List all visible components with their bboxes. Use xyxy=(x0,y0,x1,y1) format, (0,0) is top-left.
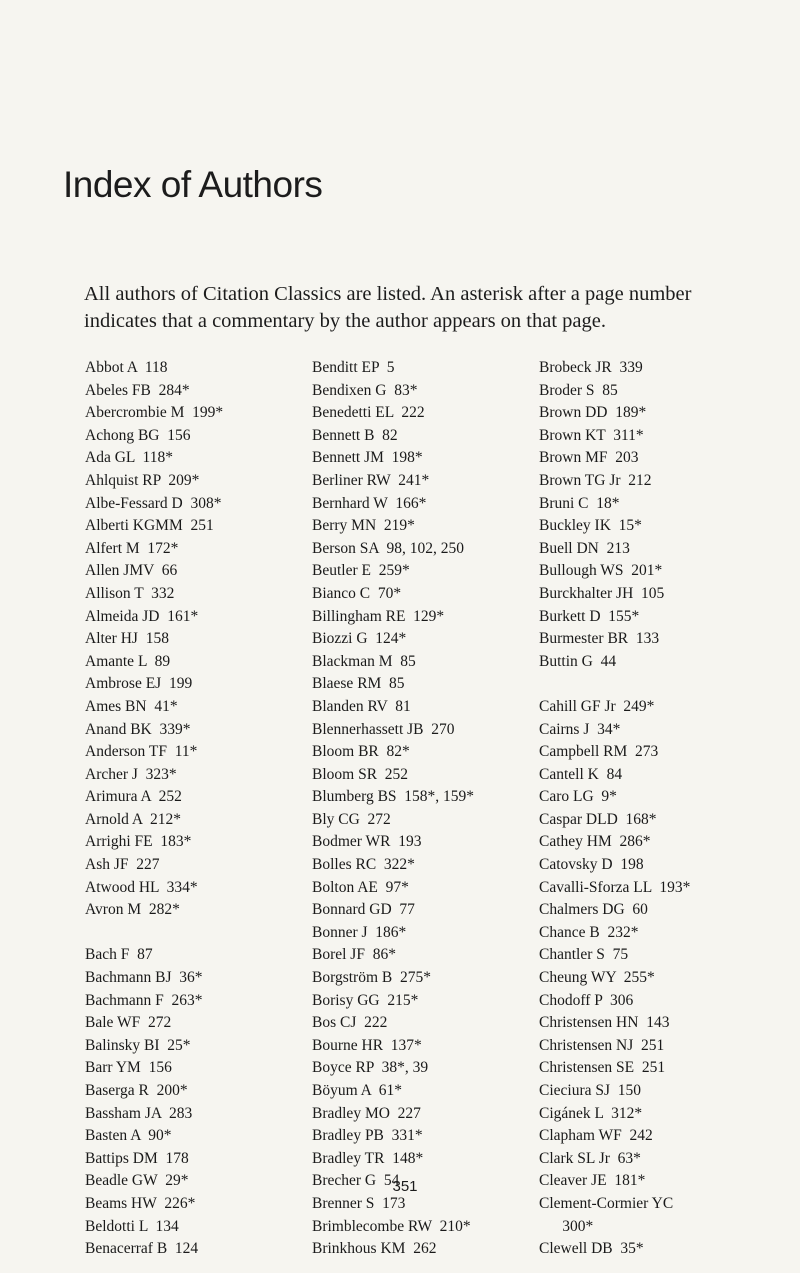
author-entry: Brinkhous KM 262 xyxy=(312,1240,437,1258)
author-entry: Cigánek L 312* xyxy=(539,1104,643,1122)
author-entry: Berson SA 98, 102, 250 xyxy=(312,539,464,557)
author-entry: Borel JF 86* xyxy=(312,946,396,964)
author-entry: Bodmer WR 193 xyxy=(312,833,422,851)
author-entry: Basten A 90* xyxy=(85,1127,172,1145)
author-entry: Cavalli-Sforza LL 193* xyxy=(539,878,691,896)
author-entry: Borgström B 275* xyxy=(312,969,431,987)
author-entry: Christensen NJ 251 xyxy=(539,1036,665,1054)
author-entry: Burckhalter JH 105 xyxy=(539,584,665,602)
author-entry: Böyum A 61* xyxy=(312,1082,403,1099)
author-entry: Balinsky BI 25* xyxy=(85,1036,191,1054)
author-entry: Anderson TF 11* xyxy=(85,743,198,761)
author-entry: Beadle GW 29* xyxy=(85,1172,189,1190)
author-entry: Cleaver JE 181* xyxy=(539,1172,646,1190)
author-entry: Bendixen G 83* xyxy=(312,381,418,399)
author-entry: Alfert M 172* xyxy=(85,539,179,557)
author-entry: Chodoff P 306 xyxy=(539,991,634,1009)
author-entry: Buell DN 213 xyxy=(539,539,630,557)
author-entry: Achong BG 156 xyxy=(85,426,191,444)
author-entry: Clapham WF 242 xyxy=(539,1127,653,1145)
author-entry: Ada GL 118* xyxy=(85,449,173,467)
section-gap xyxy=(539,673,690,696)
author-column-2 xyxy=(312,357,474,1261)
author-entry: Benedetti EL 222 xyxy=(312,404,425,422)
author-entry: Caspar DLD 168* xyxy=(539,810,657,828)
author-entry: Billingham RE 129* xyxy=(312,607,445,625)
author-entry: Brown DD 189* xyxy=(539,404,647,422)
author-entry: Cheung WY 255* xyxy=(539,969,655,987)
author-entry: Arnold A 212* xyxy=(85,810,182,828)
author-entry: Biozzi G 124* xyxy=(312,630,407,648)
author-entry: Cathey HM 286* xyxy=(539,833,651,851)
author-entry: Almeida JD 161* xyxy=(85,607,199,625)
author-entry: Beutler E 259* xyxy=(312,562,410,580)
author-entry: Albe-Fessard D 308* xyxy=(85,494,222,512)
author-entry: Broder S 85 xyxy=(539,381,618,399)
author-entry: Brown TG Jr 212 xyxy=(539,471,652,489)
author-entry: Bos CJ 222 xyxy=(312,1014,388,1032)
author-entry: Abeles FB 284* xyxy=(85,381,190,399)
author-entry: Beams HW 226* xyxy=(85,1194,196,1212)
author-entry: Bruni C 18* xyxy=(539,494,620,512)
author-entry: Barr YM 156 xyxy=(85,1059,172,1077)
author-entry: Atwood HL 334* xyxy=(85,878,198,896)
author-entry: Bassham JA 283 xyxy=(85,1104,193,1122)
author-entry: Christensen SE 251 xyxy=(539,1059,666,1077)
author-entry: Arimura A 252 xyxy=(85,788,182,806)
author-entry: Bennett JM 198* xyxy=(312,449,423,467)
author-entry: Brenner S 173 xyxy=(312,1194,406,1212)
author-entry: Cairns J 34* xyxy=(539,720,621,738)
author-entry: Ahlquist RP 209* xyxy=(85,471,200,489)
author-entry: Bach F 87 xyxy=(85,946,153,964)
author-entry: Chance B 232* xyxy=(539,923,639,941)
author-entry: Bly CG 272 xyxy=(312,810,391,828)
author-entry: Christensen HN 143 xyxy=(539,1014,670,1032)
author-entry: Burkett D 155* xyxy=(539,607,640,625)
intro-paragraph: All authors of Citation Classics are listed. An asterisk after a page number indicates that a commentary by the author appears on that page. xyxy=(84,283,692,332)
author-entry: Baserga R 200* xyxy=(85,1082,188,1099)
author-entry: Abercrombie M 199* xyxy=(85,404,224,422)
author-entry: Alberti KGMM 251 xyxy=(85,517,214,535)
author-entry: Battips DM 178 xyxy=(85,1149,189,1167)
author-entry: Clark SL Jr 63* xyxy=(539,1149,641,1167)
author-entry: Buckley IK 15* xyxy=(539,517,642,535)
author-entry: Bonner J 186* xyxy=(312,923,407,941)
author-entry: Caro LG 9* xyxy=(539,788,617,806)
author-entry: Bradley MO 227 xyxy=(312,1104,421,1122)
author-entry: Bonnard GD 77 xyxy=(312,901,415,919)
author-column-1 xyxy=(85,357,223,1261)
author-entry: Bolton AE 97* xyxy=(312,878,409,896)
author-entry: Cantell K 84 xyxy=(539,765,623,783)
author-entry: Boyce RP 38*, 39 xyxy=(312,1059,429,1077)
author-entry: Blackman M 85 xyxy=(312,652,416,670)
author-entry: Cahill GF Jr 249* xyxy=(539,697,655,715)
author-entry: Chantler S 75 xyxy=(539,946,629,964)
author-column-3 xyxy=(539,357,690,1261)
author-entry: Campbell RM 273 xyxy=(539,743,659,761)
author-entry: Ames BN 41* xyxy=(85,697,178,715)
author-entry: Cieciura SJ 150 xyxy=(539,1082,642,1099)
author-entry: Bachmann BJ 36* xyxy=(85,969,203,987)
author-entry: Burmester BR 133 xyxy=(539,630,660,648)
author-entry: Brown MF 203 xyxy=(539,449,639,467)
author-entry: Benacerraf B 124 xyxy=(85,1240,199,1258)
author-entry: Bradley TR 148* xyxy=(312,1149,424,1167)
author-entry: Archer J 323* xyxy=(85,765,177,783)
author-entry: Bennett B 82 xyxy=(312,426,398,444)
author-entry: Arrighi FE 183* xyxy=(85,833,192,851)
author-entry: Bloom SR 252 xyxy=(312,765,409,783)
author-entry: Blennerhassett JB 270 xyxy=(312,720,455,738)
author-entry: Bullough WS 201* xyxy=(539,562,663,580)
author-entry: Bolles RC 322* xyxy=(312,856,415,874)
author-entry: Amante L 89 xyxy=(85,652,171,670)
author-entry: Bernhard W 166* xyxy=(312,494,427,512)
author-entry: Blumberg BS 158*, 159* xyxy=(312,788,475,806)
author-entry: Berry MN 219* xyxy=(312,517,415,535)
author-entry: Benditt EP 5 xyxy=(312,359,395,376)
author-entry: Blanden RV 81 xyxy=(312,697,411,715)
author-entry: Abbot A 118 xyxy=(85,359,168,376)
author-entry: Beldotti L 134 xyxy=(85,1217,179,1235)
author-entry: Brimblecombe RW 210* xyxy=(312,1217,471,1235)
author-entry: Allison T 332 xyxy=(85,584,175,602)
author-entry: Anand BK 339* xyxy=(85,720,191,738)
author-entry: Ambrose EJ 199 xyxy=(85,675,193,693)
author-entry: Blaese RM 85 xyxy=(312,675,405,693)
author-entry: Buttin G 44 xyxy=(539,652,617,670)
author-entry: Borisy GG 215* xyxy=(312,991,419,1009)
author-entry: Bachmann F 263* xyxy=(85,991,203,1009)
author-entry: Catovsky D 198 xyxy=(539,856,644,874)
author-entry: Berliner RW 241* xyxy=(312,471,430,489)
author-entry: 300* xyxy=(539,1217,594,1235)
author-entry: Bourne HR 137* xyxy=(312,1036,422,1054)
author-entry: Avron M 282* xyxy=(85,901,180,919)
author-entry: Brobeck JR 339 xyxy=(539,359,643,376)
author-entry: Bianco C 70* xyxy=(312,584,402,602)
author-entry: Chalmers DG 60 xyxy=(539,901,648,919)
author-entry: Ash JF 227 xyxy=(85,856,160,874)
author-entry: Bloom BR 82* xyxy=(312,743,410,761)
page-number: 351 xyxy=(392,1178,418,1195)
author-entry: Alter HJ 158 xyxy=(85,630,169,648)
section-gap xyxy=(85,922,223,945)
author-entry: Brown KT 311* xyxy=(539,426,644,444)
author-entry: Allen JMV 66 xyxy=(85,562,178,580)
author-entry: Bradley PB 331* xyxy=(312,1127,423,1145)
author-entry: Clewell DB 35* xyxy=(539,1240,644,1258)
author-entry: Brecher G 54 xyxy=(312,1172,400,1190)
author-entry: Clement-Cormier YC xyxy=(539,1194,674,1212)
author-entry: Bale WF 272 xyxy=(85,1014,172,1032)
page-title: Index of Authors xyxy=(63,164,323,205)
